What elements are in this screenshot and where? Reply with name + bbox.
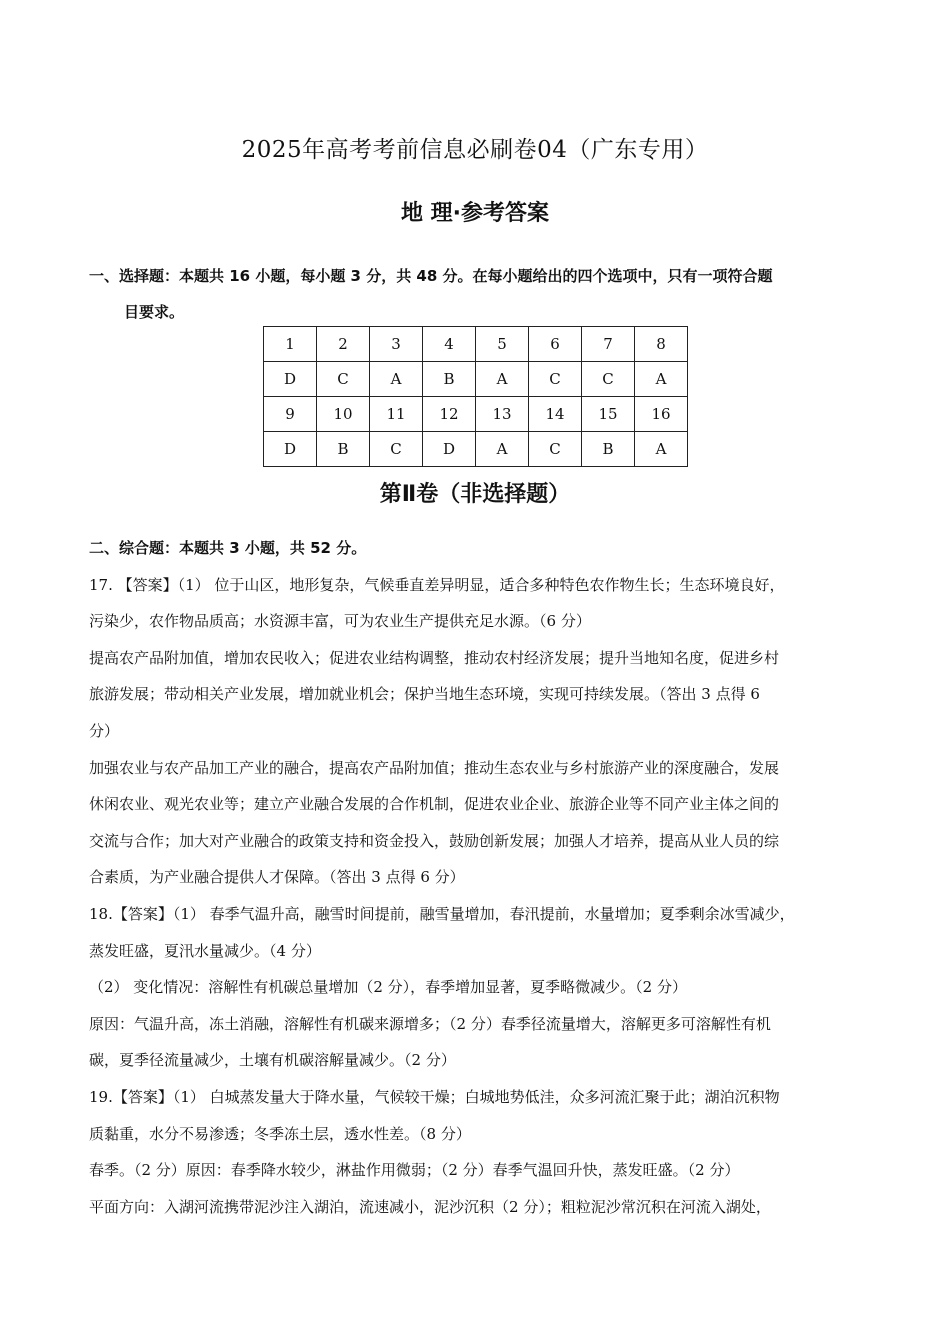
q17-line: 加强农业与农产品加工产业的融合，提高农产品附加值；推动生态农业与乡村旅游产业的深度融合，发展	[89, 758, 780, 777]
q19-line: 平面方向：入湖河流携带泥沙注入湖泊，流速减小，泥沙沉积（2 分）；粗粒泥沙常沉积在河流入湖处，	[89, 1197, 771, 1216]
q17-line: 提高农产品附加值，增加农民收入；促进农业结构调整，推动农村经济发展；提升当地知名度，促进乡村	[89, 648, 780, 667]
table-cell: B	[317, 432, 370, 467]
table-cell: 14	[529, 397, 582, 432]
table-cell: C	[370, 432, 423, 467]
table-cell: A	[476, 362, 529, 397]
table-cell: 7	[582, 327, 635, 362]
q19-line: 春季。（2 分）原因：春季降水较少，淋盐作用微弱；（2 分）春季气温回升快，蒸发旺盛。（2 分）	[89, 1161, 740, 1180]
table-cell: C	[529, 432, 582, 467]
q17-line: 旅游发展；带动相关产业发展，增加就业机会；保护当地生态环境，实现可持续发展。（答出 3 点得 6	[89, 685, 760, 704]
section2-heading: 二、综合题：本题共 3 小题，共 52 分。	[89, 539, 367, 557]
table-cell: 4	[423, 327, 476, 362]
table-cell: B	[582, 432, 635, 467]
table-row	[264, 432, 688, 467]
table-cell: 15	[582, 397, 635, 432]
table-cell: 8	[635, 327, 688, 362]
answer-table	[263, 326, 688, 467]
table-cell: C	[529, 362, 582, 397]
q18-line: 蒸发旺盛，夏汛水量减少。（4 分）	[89, 941, 321, 960]
table-cell: 16	[635, 397, 688, 432]
table-cell: A	[370, 362, 423, 397]
table-cell: 1	[264, 327, 317, 362]
q18-line: （2） 变化情况：溶解性有机碳总量增加（2 分），春季增加显著，夏季略微减少。（2 分）	[89, 978, 687, 997]
part2-title: 第Ⅱ卷（非选择题）	[379, 482, 571, 507]
table-cell: A	[476, 432, 529, 467]
table-cell: D	[264, 432, 317, 467]
table-cell: 10	[317, 397, 370, 432]
table-cell: 12	[423, 397, 476, 432]
table-row	[264, 327, 688, 362]
q18-line: 18.【答案】（1） 春季气温升高，融雪时间提前，融雪量增加，春汛提前，水量增加；夏季剩余冰雪减少，	[89, 904, 795, 923]
section1-line2: 目要求。	[124, 303, 185, 321]
table-cell: 5	[476, 327, 529, 362]
table-cell: C	[582, 362, 635, 397]
q17-line: 休闲农业、观光农业等；建立产业融合发展的合作机制，促进农业企业、旅游企业等不同产业主体之间的	[89, 795, 780, 814]
q19-line: 19.【答案】（1） 白城蒸发量大于降水量，气候较干燥；白城地势低洼，众多河流汇聚于此；湖泊沉积物	[89, 1087, 780, 1106]
table-cell: 2	[317, 327, 370, 362]
table-row	[264, 362, 688, 397]
q17-line: 交流与合作；加大对产业融合的政策支持和资金投入，鼓励创新发展；加强人才培养，提高从业人员的综	[89, 831, 780, 850]
q17-line: 分）	[89, 721, 120, 740]
table-cell: D	[423, 432, 476, 467]
section1-heading	[89, 258, 869, 330]
table-cell: 11	[370, 397, 423, 432]
table-cell: B	[423, 362, 476, 397]
q19-line: 质黏重，水分不易渗透；冬季冻土层，透水性差。（8 分）	[89, 1124, 471, 1143]
q17-line: 17. 【答案】（1） 位于山区，地形复杂，气候垂直差异明显，适合多种特色农作物生长；生态环境良好，	[89, 575, 785, 594]
table-cell: C	[317, 362, 370, 397]
table-row	[264, 397, 688, 432]
table-cell: 9	[264, 397, 317, 432]
table-cell: A	[635, 362, 688, 397]
q17-line: 污染少，农作物品质高；水资源丰富，可为农业生产提供充足水源。（6 分）	[89, 612, 591, 631]
page-subtitle: 地 理·参考答案	[400, 201, 550, 226]
section1-line1: 一、选择题：本题共 16 小题，每小题 3 分，共 48 分。在每小题给出的四个选项中，只有一项符合题	[89, 267, 773, 285]
q17-line: 合素质，为产业融合提供人才保障。（答出 3 点得 6 分）	[89, 868, 465, 887]
table-cell: D	[264, 362, 317, 397]
table-cell: 3	[370, 327, 423, 362]
table-cell: A	[635, 432, 688, 467]
q18-line: 原因：气温升高，冻土消融，溶解性有机碳来源增多；（2 分）春季径流量增大，溶解更多可溶解性有机	[89, 1014, 771, 1033]
table-cell: 6	[529, 327, 582, 362]
q18-line: 碳，夏季径流量减少，土壤有机碳溶解量减少。（2 分）	[89, 1051, 456, 1070]
answers-body	[89, 530, 874, 1225]
table-cell: 13	[476, 397, 529, 432]
page-title: 2025年高考考前信息必刷卷04（广东专用）	[241, 137, 709, 163]
